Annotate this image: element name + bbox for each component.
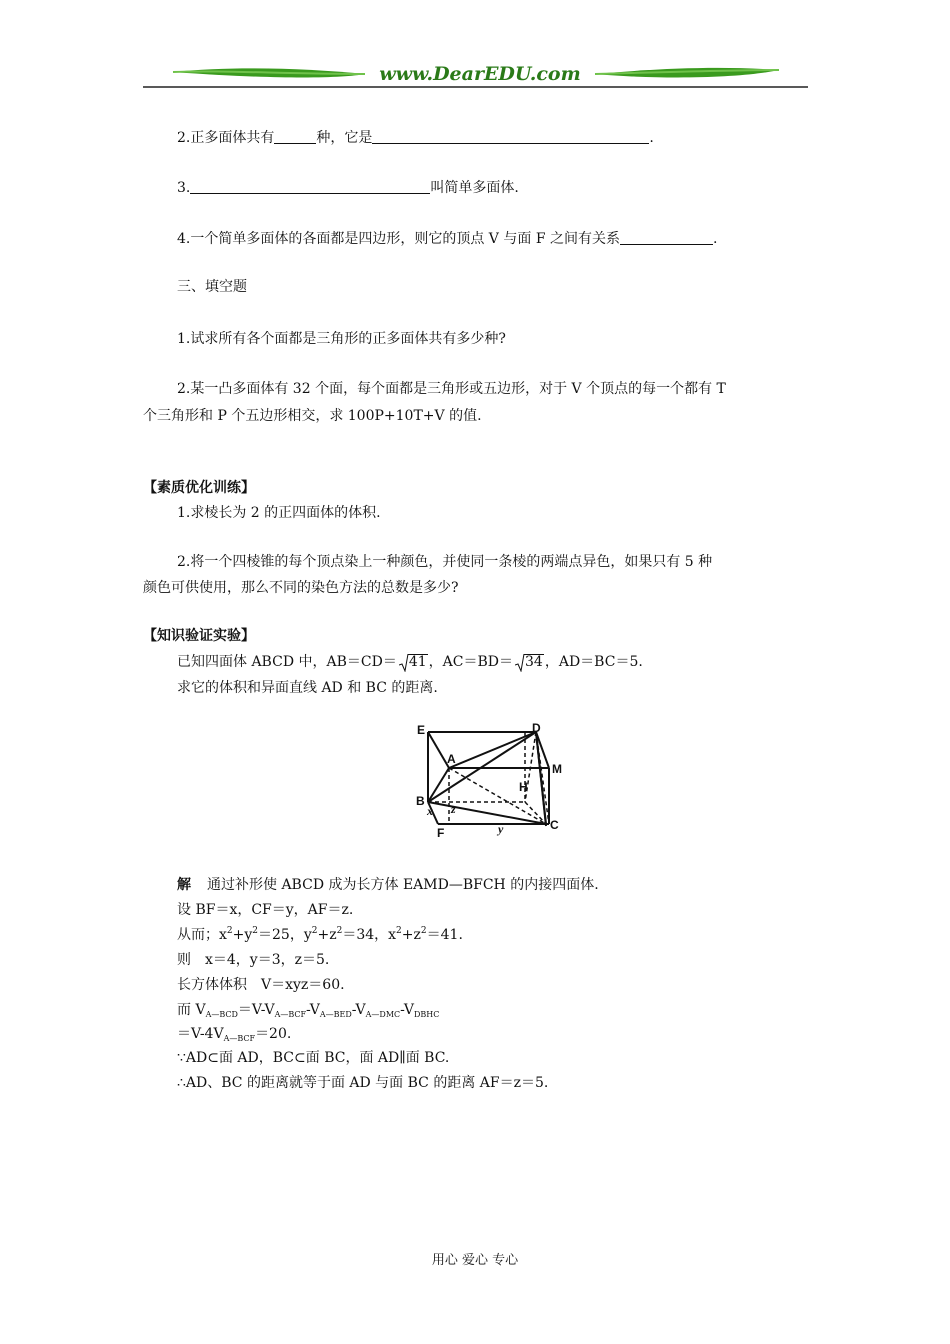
quality-problem-1: 1.求棱长为 2 的正四面体的体积. (177, 505, 381, 521)
vertex-label-E: E (417, 723, 426, 737)
edge-label-x: x (427, 804, 433, 818)
answer-blank (274, 129, 316, 144)
sqrt-34: 34 (515, 654, 543, 670)
solution-line-3: 从而；$x^2+y^2=25$，$y^2+z^2=34$，$x^2+z^2=41$. (177, 926, 463, 943)
vertex-label-B: B (416, 794, 425, 808)
answer-blank (190, 179, 430, 194)
question-4: 4.一个简单多面体的各面都是四边形，则它的顶点 V 与面 F 之间有关系 . (177, 231, 718, 247)
solution-line-5: 长方体体积 V＝xyz＝60. (177, 977, 345, 993)
solution-line-8: ∵AD⊂面 AD，BC⊂面 BC，面 AD∥面 BC. (177, 1050, 450, 1066)
experiment-given: 已知四面体 ABCD 中，AB＝CD＝ 41 ，AC＝BD＝ 34 ，AD＝BC＝5. (177, 654, 643, 670)
problem-1: 1.试求所有各个面都是三角形的正多面体共有多少种? (177, 331, 506, 347)
header-banner (143, 60, 808, 92)
sqrt-41: 41 (399, 654, 427, 670)
section-heading-experiment: 【知识验证实验】 (143, 628, 255, 644)
solution-line-7: $=V-4V_{A—BCF}=20$. (177, 1026, 292, 1043)
vertex-label-M: M (552, 762, 562, 776)
answer-blank (620, 230, 713, 245)
cuboid-figure (412, 718, 572, 842)
edge-label-z: z (451, 802, 456, 816)
edge-label-y: y (498, 822, 504, 836)
section-heading: 三、填空题 (177, 279, 247, 295)
answer-blank (372, 129, 649, 144)
cuboid-diagram (412, 718, 572, 842)
vertex-label-D: D (532, 721, 541, 735)
problem-2-line-1: 2.某一凸多面体有 32 个面，每个面都是三角形或五边形，对于 V 个顶点的每一个都有 T (177, 381, 726, 397)
quality-problem-2-line-2: 颜色可供使用，那么不同的染色方法的总数是多少? (143, 580, 459, 596)
vertex-label-C: C (550, 818, 559, 832)
solution-line-4: 则 x＝4，y＝3，z＝5. (177, 952, 330, 968)
solution-line-6: 而 $V_{A—BCD}=V-V_{A—BCF}-V_{A—BED}-V_{A—DMC}-V_{DBHC}$ (177, 1002, 440, 1019)
vertex-label-F: F (437, 826, 445, 840)
solution-line-2: 设 BF＝x，CF＝y，AF＝z. (177, 902, 354, 918)
header-site-logo: www.DearEDU.com (379, 63, 581, 85)
question-3: 3. 叫简单多面体. (177, 180, 519, 196)
experiment-question: 求它的体积和异面直线 AD 和 BC 的距离. (177, 680, 438, 696)
solution-line-9: ∴AD、BC 的距离就等于面 AD 与面 BC 的距离 AF＝z＝5. (177, 1075, 549, 1091)
page-footer: 用心 爱心 专心 (431, 1253, 519, 1268)
solution-label: 解 (177, 877, 191, 893)
question-2: 2.正多面体共有 种，它是 . (177, 130, 654, 146)
vertex-label-H: H (519, 780, 528, 794)
section-heading-quality: 【素质优化训练】 (143, 480, 255, 496)
vertex-label-A: A (447, 752, 456, 766)
solution-line-1: 解 通过补形使 ABCD 成为长方体 EAMD—BFCH 的内接四面体. (177, 877, 599, 893)
quality-problem-2-line-1: 2.将一个四棱锥的每个顶点染上一种颜色，并使同一条棱的两端点异色，如果只有 5 种 (177, 554, 713, 570)
problem-2-line-2: 个三角形和 P 个五边形相交，求 100P+10T+V 的值. (143, 408, 482, 424)
